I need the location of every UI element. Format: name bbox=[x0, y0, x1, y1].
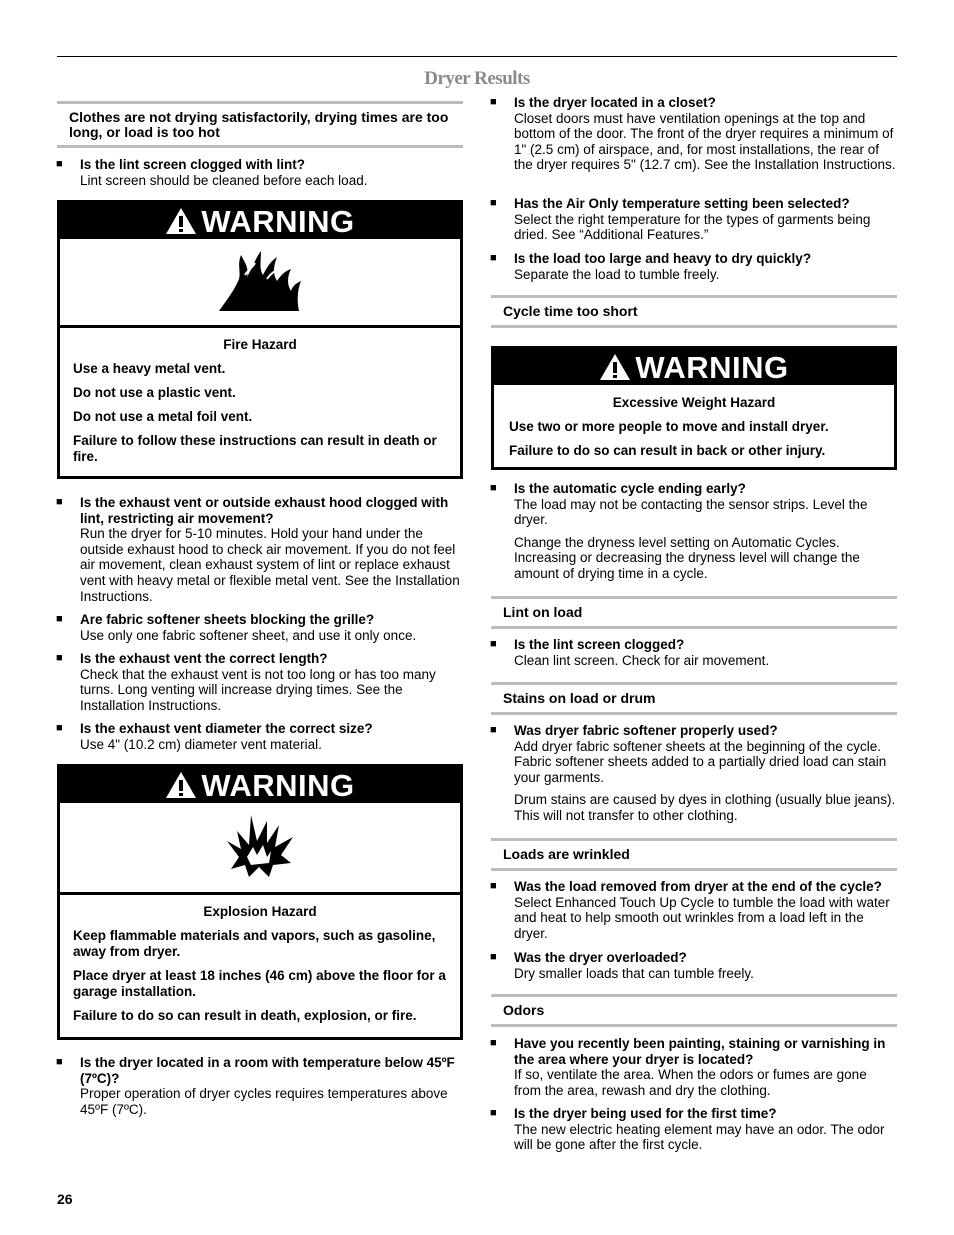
question-text: Is the dryer located in a room with temperature below 45ºF (7ºC)? bbox=[80, 1055, 455, 1086]
warning-body bbox=[60, 328, 460, 465]
warning-label: WARNING bbox=[201, 204, 355, 239]
question-first-time bbox=[490, 1106, 897, 1153]
section-heading-label: Lint on load bbox=[503, 604, 583, 620]
warning-line: Failure to follow these instructions can result in death or fire. bbox=[73, 433, 437, 464]
question-text: Are fabric softener sheets blocking the grille? bbox=[80, 612, 375, 627]
warning-box-fire bbox=[57, 200, 463, 479]
question-text: Has the Air Only temperature setting been selected? bbox=[514, 196, 850, 211]
square-bullet-icon: ■ bbox=[56, 722, 63, 734]
explosion-hazard-icon bbox=[223, 811, 297, 884]
answer-text: The load may not be contacting the sensor strips. Level the dryer. bbox=[514, 496, 868, 528]
question-lint-screen bbox=[56, 157, 462, 188]
section-heading-label: Odors bbox=[503, 1002, 545, 1018]
question-painting bbox=[490, 1036, 897, 1098]
warning-line: Place dryer at least 18 inches (46 cm) above the floor for a garage installation. bbox=[73, 968, 446, 999]
warning-body bbox=[494, 385, 894, 459]
section-heading-lint bbox=[491, 596, 897, 629]
section-heading-wrinkled bbox=[491, 838, 897, 871]
question-text: Was the load removed from dryer at the end of the cycle? bbox=[514, 879, 882, 894]
warning-header bbox=[60, 767, 460, 803]
answer-text: Select Enhanced Touch Up Cycle to tumble the load with water and heat to help smooth out wrinkles from a load left in the dryer. bbox=[514, 894, 890, 941]
answer-text: Select the right temperature for the types of garments being dried. See “Additional Features.” bbox=[514, 211, 871, 243]
question-text: Is the lint screen clogged? bbox=[514, 637, 685, 652]
section-heading-label: Clothes are not drying satisfactorily, drying times are too long, or load is too hot bbox=[69, 109, 449, 140]
warning-triangle-icon bbox=[599, 352, 631, 390]
header-rule bbox=[57, 56, 897, 57]
warning-header bbox=[60, 203, 460, 239]
hazard-picture bbox=[60, 803, 460, 895]
question-text: Is the load too large and heavy to dry quickly? bbox=[514, 251, 812, 266]
question-text: Was the dryer overloaded? bbox=[514, 950, 687, 965]
hazard-title: Explosion Hazard bbox=[203, 904, 317, 919]
section-heading-cycle-short bbox=[491, 295, 897, 328]
warning-box-weight bbox=[491, 346, 897, 470]
square-bullet-icon: ■ bbox=[56, 652, 63, 664]
question-softener-used bbox=[490, 723, 897, 824]
question-text: Is the exhaust vent diameter the correct size? bbox=[80, 721, 373, 736]
answer-text: Dry smaller loads that can tumble freely. bbox=[514, 965, 754, 981]
question-vent-diameter bbox=[56, 721, 462, 752]
square-bullet-icon: ■ bbox=[490, 96, 497, 108]
warning-line: Failure to do so can result in back or other injury. bbox=[509, 443, 826, 458]
question-text: Is the automatic cycle ending early? bbox=[514, 481, 746, 496]
answer-text: Run the dryer for 5-10 minutes. Hold your hand under the outside exhaust hood to check air movement. If you do not feel air movement, clean exhaust system of lint or replace exhaust vent with heavy metal or flexible metal vent. See the Installation Instructions. bbox=[80, 526, 460, 604]
square-bullet-icon: ■ bbox=[56, 613, 63, 625]
warning-line: Keep flammable materials and vapors, such as gasoline, away from dryer. bbox=[73, 928, 436, 959]
square-bullet-icon: ■ bbox=[490, 1107, 497, 1119]
warning-label: WARNING bbox=[635, 350, 789, 385]
warning-box-explosion bbox=[57, 764, 463, 1040]
page-title: Dryer Results bbox=[424, 68, 530, 89]
fire-hazard-icon bbox=[215, 245, 305, 320]
answer-text: If so, ventilate the area. When the odors or fumes are gone from the area, rewash and dry the clothing. bbox=[514, 1067, 867, 1098]
question-text: Is the dryer being used for the first time? bbox=[514, 1106, 777, 1121]
warning-line: Use two or more people to move and install dryer. bbox=[509, 419, 829, 434]
question-text: Is the exhaust vent or outside exhaust hood clogged with lint, restricting air movement? bbox=[80, 495, 449, 526]
page-number: 26 bbox=[57, 1191, 73, 1207]
answer-text: Closet doors must have ventilation openings at the top and bottom of the door. The front of the dryer requires a minimum of 1" (2.5 cm) of airspace, and, for most installations, the rear of the dryer requires 5" (12.7 cm). See the Installation Instructions. bbox=[514, 110, 896, 173]
answer-text: Use only one fabric softener sheet, and use it only once. bbox=[80, 627, 417, 643]
warning-line: Use a heavy metal vent. bbox=[73, 361, 226, 376]
section-heading-label: Stains on load or drum bbox=[503, 690, 656, 706]
warning-triangle-icon bbox=[165, 770, 197, 808]
question-load-removed bbox=[490, 879, 897, 941]
question-exhaust-clogged bbox=[56, 495, 462, 604]
answer-text-extra: Drum stains are caused by dyes in clothing (usually blue jeans). This will not transfer to other clothing. bbox=[514, 792, 896, 823]
square-bullet-icon: ■ bbox=[56, 1056, 63, 1068]
hazard-title: Fire Hazard bbox=[223, 337, 297, 352]
answer-text: The new electric heating element may have an odor. The odor will be gone after the first cycle. bbox=[514, 1121, 885, 1153]
section-heading-stains bbox=[491, 682, 897, 715]
answer-text-extra: Change the dryness level setting on Automatic Cycles. Increasing or decreasing the dryness level will change the amount of drying time in a cycle. bbox=[514, 534, 860, 581]
square-bullet-icon: ■ bbox=[490, 197, 497, 209]
question-air-only bbox=[490, 196, 897, 243]
question-lint-clogged bbox=[490, 637, 897, 668]
square-bullet-icon: ■ bbox=[490, 252, 497, 264]
question-text: Have you recently been painting, staining or varnishing in the area where your dryer is located? bbox=[514, 1036, 886, 1067]
answer-text: Check that the exhaust vent is not too long or has too many turns. Long venting will increase drying times. See the Installation Instructions. bbox=[80, 666, 436, 713]
question-load-too-large bbox=[490, 251, 897, 282]
question-text: Is the dryer located in a closet? bbox=[514, 95, 716, 110]
hazard-picture bbox=[60, 239, 460, 328]
square-bullet-icon: ■ bbox=[490, 880, 497, 892]
warning-line: Do not use a plastic vent. bbox=[73, 385, 236, 400]
answer-text: Separate the load to tumble freely. bbox=[514, 266, 720, 282]
square-bullet-icon: ■ bbox=[490, 724, 497, 736]
question-text: Was dryer fabric softener properly used? bbox=[514, 723, 778, 738]
answer-text: Clean lint screen. Check for air movement. bbox=[514, 652, 770, 668]
warning-body bbox=[60, 895, 460, 1024]
square-bullet-icon: ■ bbox=[490, 482, 497, 494]
question-text: Is the exhaust vent the correct length? bbox=[80, 651, 328, 666]
square-bullet-icon: ■ bbox=[490, 638, 497, 650]
section-heading-label: Loads are wrinkled bbox=[503, 846, 630, 862]
square-bullet-icon: ■ bbox=[56, 496, 63, 508]
question-closet bbox=[490, 95, 897, 173]
warning-triangle-icon bbox=[165, 206, 197, 244]
question-softener-sheets bbox=[56, 612, 462, 643]
question-vent-length bbox=[56, 651, 462, 713]
warning-line: Do not use a metal foil vent. bbox=[73, 409, 253, 424]
section-heading-odors bbox=[491, 994, 897, 1027]
answer-text: Lint screen should be cleaned before each load. bbox=[80, 172, 368, 188]
section-heading-not-drying bbox=[57, 101, 463, 148]
square-bullet-icon: ■ bbox=[490, 951, 497, 963]
answer-text: Proper operation of dryer cycles requires temperatures above 45ºF (7ºC). bbox=[80, 1086, 448, 1117]
question-overloaded bbox=[490, 950, 897, 981]
warning-header bbox=[494, 349, 894, 385]
square-bullet-icon: ■ bbox=[490, 1037, 497, 1049]
hazard-title: Excessive Weight Hazard bbox=[612, 395, 776, 410]
warning-label: WARNING bbox=[201, 768, 355, 803]
question-room-temperature bbox=[56, 1055, 462, 1117]
question-cycle-ending-early bbox=[490, 481, 897, 582]
answer-text: Add dryer fabric softener sheets at the beginning of the cycle. Fabric softener sheets added to a partially dried load can stain your garments. bbox=[514, 738, 887, 785]
square-bullet-icon: ■ bbox=[56, 158, 63, 170]
section-heading-label: Cycle time too short bbox=[503, 303, 638, 319]
warning-line: Failure to do so can result in death, explosion, or fire. bbox=[73, 1008, 417, 1023]
question-text: Is the lint screen clogged with lint? bbox=[80, 157, 306, 172]
answer-text: Use 4" (10.2 cm) diameter vent material. bbox=[80, 736, 322, 752]
